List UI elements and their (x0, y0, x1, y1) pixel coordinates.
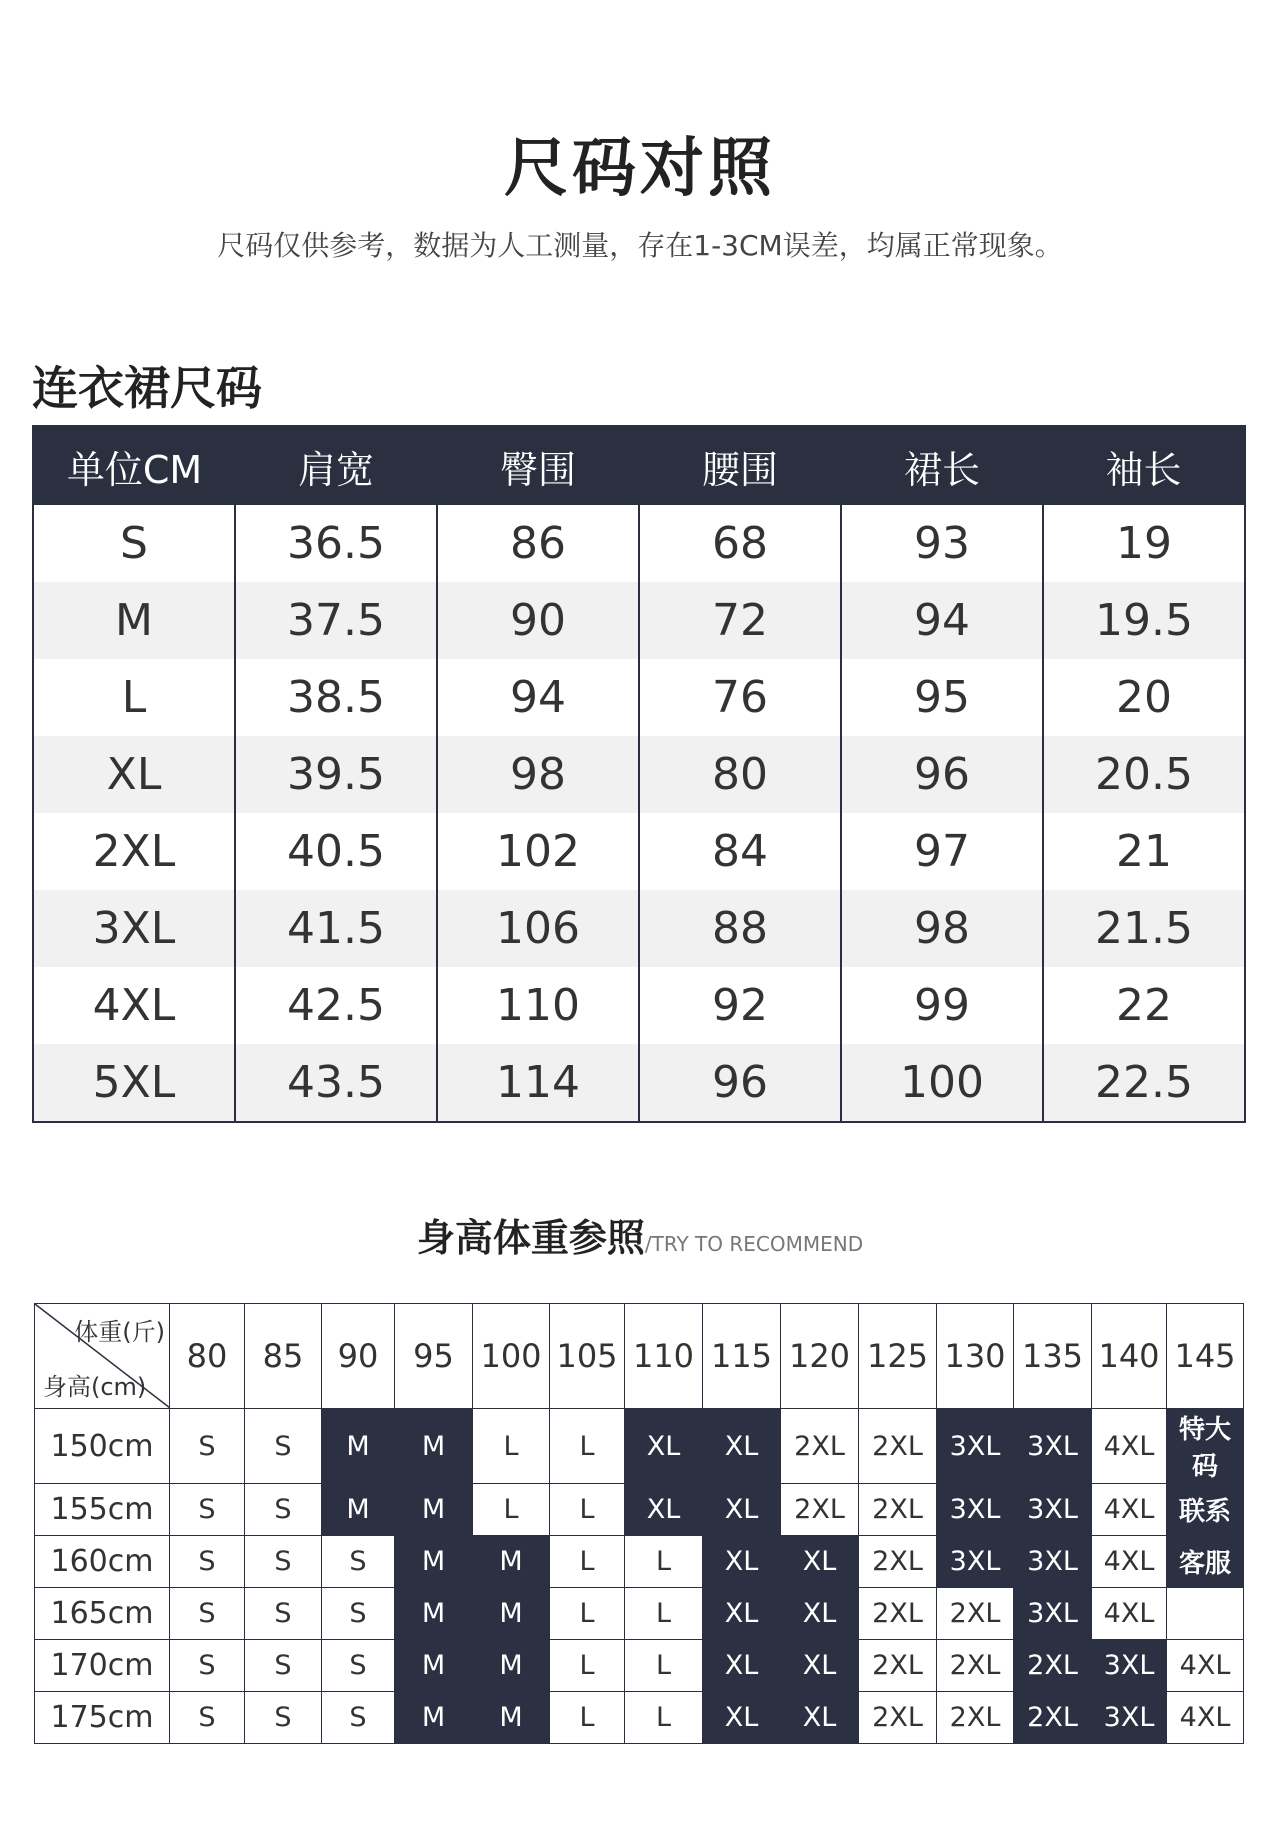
size-label: 3XL (33, 890, 235, 967)
recommended-size-cell: S (170, 1536, 245, 1588)
recommended-size-cell: XL (703, 1484, 781, 1536)
corner-cell (35, 1304, 170, 1409)
recommended-size-cell: S (170, 1640, 245, 1692)
measurement-cell: 94 (437, 659, 639, 736)
measurement-cell: 43.5 (235, 1044, 437, 1122)
recommended-size-cell: XL (703, 1536, 781, 1588)
size-label: M (33, 582, 235, 659)
recommended-size-cell: 2XL (859, 1640, 937, 1692)
recommended-size-cell: 3XL (937, 1409, 1014, 1484)
measurement-cell: 21.5 (1043, 890, 1245, 967)
recommended-size-cell: 2XL (781, 1409, 859, 1484)
recommended-size-cell: M (395, 1692, 473, 1744)
table-row (33, 890, 1245, 967)
table-row (33, 967, 1245, 1044)
table-row (35, 1640, 1244, 1692)
recommended-size-cell: M (395, 1536, 473, 1588)
recommended-size-cell: S (245, 1588, 322, 1640)
recommended-size-cell: XL (703, 1692, 781, 1744)
measurement-cell: 110 (437, 967, 639, 1044)
recommended-size-cell (1167, 1588, 1244, 1640)
measurement-cell: 94 (841, 582, 1043, 659)
recommended-size-cell: 2XL (859, 1588, 937, 1640)
corner-weight-label: 体重(斤) (74, 1318, 165, 1346)
recommended-size-cell: XL (781, 1588, 859, 1640)
recommended-size-cell: L (550, 1640, 625, 1692)
measurement-cell: 19 (1116, 518, 1172, 569)
table-row (35, 1692, 1244, 1744)
header-hip: 臀围 (437, 426, 639, 505)
recommended-size-cell: 2XL (1014, 1692, 1092, 1744)
measurement-cell: 92 (639, 967, 841, 1044)
recommended-size-cell: S (170, 1692, 245, 1744)
recommended-size-cell: M (322, 1484, 395, 1536)
dress-size-table (32, 425, 1246, 1123)
recommended-size-cell: 4XL (1092, 1409, 1167, 1484)
recommended-size-cell: 3XL (1014, 1484, 1092, 1536)
dress-size-header-row (33, 426, 1245, 505)
height-label: 175cm (35, 1692, 170, 1744)
recommended-size-cell: 2XL (937, 1588, 1014, 1640)
recommended-size-cell: L (473, 1484, 550, 1536)
recommended-size-cell: M (473, 1588, 550, 1640)
table-row (33, 1044, 1245, 1122)
size-label: 4XL (33, 967, 235, 1044)
recommended-size-cell: S (322, 1536, 395, 1588)
recommended-size-cell: 2XL (1014, 1640, 1092, 1692)
recommended-size-cell: XL (703, 1409, 781, 1484)
weight-header: 135 (1014, 1304, 1092, 1409)
measurement-cell: 76 (639, 659, 841, 736)
table-row (35, 1588, 1244, 1640)
recommended-size-cell: L (550, 1536, 625, 1588)
weight-header: 115 (703, 1304, 781, 1409)
weight-header: 130 (937, 1304, 1014, 1409)
recommended-size-cell: L (625, 1640, 703, 1692)
height-label: 165cm (35, 1588, 170, 1640)
measurement-cell: 88 (639, 890, 841, 967)
recommended-size-cell: 2XL (859, 1536, 937, 1588)
measurement-cell: 42.5 (235, 967, 437, 1044)
recommended-size-cell: 3XL (937, 1484, 1014, 1536)
recommended-size-cell: 2XL (859, 1484, 937, 1536)
recommended-size-cell: 4XL (1167, 1692, 1244, 1744)
recommended-size-cell: S (245, 1692, 322, 1744)
measurement-cell: 20 (1116, 672, 1172, 723)
recommended-size-cell: M (395, 1484, 473, 1536)
measurement-cell: 96 (639, 1044, 841, 1122)
recommended-size-cell: XL (781, 1640, 859, 1692)
weight-header: 145 (1167, 1304, 1244, 1409)
measurement-cell: 90 (437, 582, 639, 659)
measurement-cell: 102 (437, 813, 639, 890)
weight-header: 120 (781, 1304, 859, 1409)
size-label: S (33, 505, 235, 582)
weight-header-row (35, 1304, 1244, 1409)
size-label: 2XL (33, 813, 235, 890)
page-subtitle: 尺码仅供参考，数据为人工测量，存在1-3CM误差，均属正常现象。 (217, 229, 1063, 262)
size-label: 5XL (33, 1044, 235, 1122)
weight-header: 110 (625, 1304, 703, 1409)
weight-header: 140 (1092, 1304, 1167, 1409)
recommended-size-cell: XL (781, 1536, 859, 1588)
recommended-size-cell: XL (625, 1484, 703, 1536)
measurement-cell: 22 (1116, 980, 1172, 1031)
recommended-size-cell: XL (703, 1640, 781, 1692)
oversize-contact-cell: 联系 (1167, 1484, 1244, 1536)
recommended-size-cell: M (395, 1588, 473, 1640)
recommended-size-cell: S (322, 1588, 395, 1640)
table-row (33, 736, 1245, 813)
measurement-cell: 93 (841, 505, 1043, 582)
recommended-size-cell: 3XL (1092, 1640, 1167, 1692)
measurement-cell: 20.5 (1043, 736, 1245, 813)
recommended-size-cell: S (322, 1640, 395, 1692)
recommended-size-cell: L (473, 1409, 550, 1484)
recommended-size-cell: M (473, 1640, 550, 1692)
table-row (35, 1484, 1244, 1536)
weight-header: 90 (322, 1304, 395, 1409)
recommended-size-cell: 3XL (1014, 1588, 1092, 1640)
recommended-size-cell: 4XL (1092, 1484, 1167, 1536)
measurement-cell: 86 (437, 505, 639, 582)
recommended-size-cell: S (245, 1536, 322, 1588)
recommended-size-cell: L (550, 1588, 625, 1640)
recommended-size-cell: S (322, 1692, 395, 1744)
recommended-size-cell: L (550, 1484, 625, 1536)
measurement-cell: 68 (639, 505, 841, 582)
measurement-cell: 72 (639, 582, 841, 659)
recommended-size-cell: 2XL (781, 1484, 859, 1536)
recommended-size-cell: M (395, 1409, 473, 1484)
recommended-size-cell: 3XL (1092, 1692, 1167, 1744)
measurement-cell: 37.5 (235, 582, 437, 659)
measurement-cell: 39.5 (235, 736, 437, 813)
table-row (33, 582, 1245, 659)
height-label: 170cm (35, 1640, 170, 1692)
measurement-cell: 22.5 (1043, 1044, 1245, 1122)
header-waist: 腰围 (639, 426, 841, 505)
measurement-cell: 41.5 (235, 890, 437, 967)
measurement-cell: 36.5 (235, 505, 437, 582)
recommended-size-cell: S (245, 1409, 322, 1484)
recommended-size-cell: L (550, 1692, 625, 1744)
recommended-size-cell: 2XL (859, 1409, 937, 1484)
weight-header: 95 (395, 1304, 473, 1409)
measurement-cell: 19.5 (1043, 582, 1245, 659)
measurement-cell: 80 (639, 736, 841, 813)
header-unit: 单位CM (33, 426, 235, 505)
oversize-contact-cell: 客服 (1167, 1536, 1244, 1588)
recommended-size-cell: 3XL (937, 1536, 1014, 1588)
recommended-size-cell: XL (625, 1409, 703, 1484)
header-shoulder: 肩宽 (235, 426, 437, 505)
weight-header: 85 (245, 1304, 322, 1409)
recommended-size-cell: XL (781, 1692, 859, 1744)
measurement-cell: 95 (841, 659, 1043, 736)
table-row (35, 1409, 1244, 1484)
recommended-size-cell: M (395, 1640, 473, 1692)
measurement-cell: 99 (841, 967, 1043, 1044)
table-row (33, 659, 1245, 736)
height-label: 150cm (35, 1409, 170, 1484)
measurement-cell: 96 (841, 736, 1043, 813)
dress-size-title: 连衣裙尺码 (32, 361, 262, 415)
recommended-size-cell: 2XL (937, 1640, 1014, 1692)
measurement-cell: 114 (437, 1044, 639, 1122)
recommended-size-cell: L (625, 1692, 703, 1744)
recommended-size-cell: S (245, 1640, 322, 1692)
height-label: 155cm (35, 1484, 170, 1536)
height-weight-title-en: /TRY TO RECOMMEND (644, 1232, 864, 1256)
header-dress-length: 裙长 (841, 426, 1043, 505)
measurement-cell: 106 (437, 890, 639, 967)
measurement-cell: 98 (841, 890, 1043, 967)
measurement-cell: 100 (841, 1044, 1043, 1122)
measurement-cell: 40.5 (235, 813, 437, 890)
size-label: L (33, 659, 235, 736)
recommended-size-cell: S (245, 1484, 322, 1536)
recommended-size-cell: M (473, 1692, 550, 1744)
recommended-size-cell: L (550, 1409, 625, 1484)
recommended-size-cell: M (473, 1536, 550, 1588)
height-weight-table (34, 1303, 1244, 1744)
measurement-cell: 21 (1116, 826, 1172, 877)
recommended-size-cell: 3XL (1014, 1536, 1092, 1588)
measurement-cell: 38.5 (235, 659, 437, 736)
table-row (33, 505, 1245, 582)
table-row (35, 1536, 1244, 1588)
recommended-size-cell: S (170, 1588, 245, 1640)
recommended-size-cell: S (170, 1409, 245, 1484)
recommended-size-cell: 2XL (859, 1692, 937, 1744)
weight-header: 80 (170, 1304, 245, 1409)
height-weight-heading (0, 1212, 1280, 1272)
measurement-cell: 98 (437, 736, 639, 813)
height-label: 160cm (35, 1536, 170, 1588)
height-weight-title: 身高体重参照 (416, 1216, 645, 1260)
page-title: 尺码对照 (504, 132, 776, 206)
recommended-size-cell: 2XL (937, 1692, 1014, 1744)
recommended-size-cell: L (625, 1588, 703, 1640)
recommended-size-cell: L (625, 1536, 703, 1588)
weight-header: 125 (859, 1304, 937, 1409)
weight-header: 100 (473, 1304, 550, 1409)
measurement-cell: 84 (639, 813, 841, 890)
table-row (33, 813, 1245, 890)
size-label: XL (33, 736, 235, 813)
recommended-size-cell: M (322, 1409, 395, 1484)
weight-header: 105 (550, 1304, 625, 1409)
measurement-cell: 97 (841, 813, 1043, 890)
corner-height-label: 身高(cm) (43, 1373, 147, 1401)
recommended-size-cell: 4XL (1092, 1588, 1167, 1640)
recommended-size-cell: 4XL (1092, 1536, 1167, 1588)
oversize-contact-cell: 特大码 (1167, 1409, 1244, 1484)
recommended-size-cell: S (170, 1484, 245, 1536)
recommended-size-cell: 3XL (1014, 1409, 1092, 1484)
recommended-size-cell: 4XL (1167, 1640, 1244, 1692)
recommended-size-cell: XL (703, 1588, 781, 1640)
header-sleeve-length: 袖长 (1043, 426, 1245, 505)
